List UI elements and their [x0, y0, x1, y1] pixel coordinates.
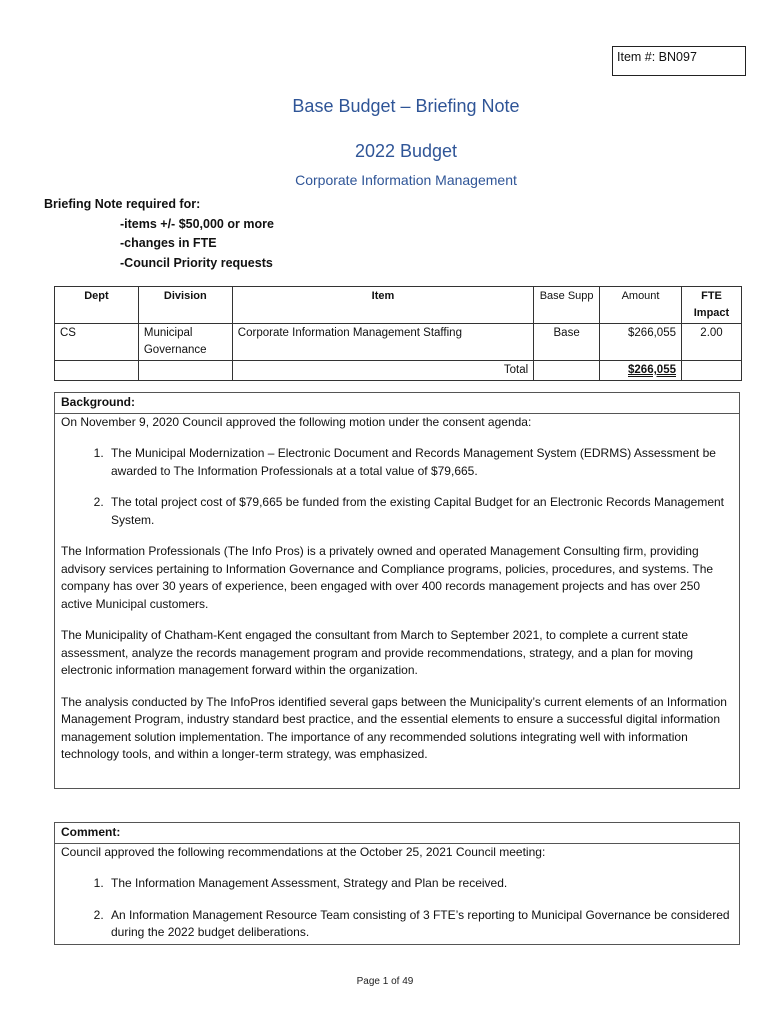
requirement-item: -Council Priority requests [120, 255, 273, 270]
cell-dept: CS [55, 324, 139, 361]
table-header-row [55, 287, 742, 324]
header-division: Division [138, 287, 232, 324]
comment-heading: Comment: [55, 823, 739, 844]
requirement-item: -changes in FTE [120, 236, 217, 250]
background-paragraph: The Information Professionals (The Info Pros) is a privately owned and operated Management Consulting firm, providing advisory services pertaining to Information Governance and Compliance programs, policies, procedures, and systems. The company has over 30 years of experience, been engaged with over 400 records management projects and has over 250 active Municipal customers. [61, 544, 714, 611]
comment-list [61, 875, 733, 942]
header-item: Item [232, 287, 533, 324]
comment-section [54, 822, 740, 945]
cell-base-supp: Base [534, 324, 600, 361]
document-title: Base Budget – Briefing Note [292, 96, 520, 116]
background-intro: On November 9, 2020 Council approved the following motion under the consent agenda: [61, 414, 532, 429]
list-item: 2. The total project cost of $79,665 be funded from the existing Capital Budget for an Electronic Records Management System. [107, 494, 733, 529]
table-total-row [55, 361, 742, 381]
requirements-heading: Briefing Note required for: [44, 197, 201, 211]
header-amount: Amount [600, 287, 682, 324]
table-row [55, 324, 742, 361]
total-amount: $266,055 [600, 361, 682, 381]
budget-table [54, 286, 742, 381]
requirement-item: -items +/- $50,000 or more [120, 216, 274, 231]
cell-division: Municipal Governance [138, 324, 232, 361]
background-paragraph: The analysis conducted by The InfoPros identified several gaps between the Municipality’s current elements of an Information Management Program, industry standard best practice, and the essential elements to ensure a successful digital information management solution implementation. The importance of any recommended solutions integrating well with information technology tools, and within a longer-term strategy, was emphasized. [61, 694, 727, 761]
cell-fte: 2.00 [681, 324, 741, 361]
list-item: 1. The Municipal Modernization – Electronic Document and Records Management System (EDRMS) Assessment be awarded to The Information Professionals at a total value of $79,665. [107, 445, 733, 480]
department-name: Corporate Information Management [295, 172, 517, 188]
background-section [54, 392, 740, 789]
comment-intro: Council approved the following recommendations at the October 25, 2021 Council meeting: [61, 844, 546, 859]
header-fte: FTE Impact [681, 287, 741, 324]
total-label: Total [232, 361, 533, 381]
background-heading: Background: [55, 393, 739, 414]
list-item: 1. The Information Management Assessment, Strategy and Plan be received. [107, 875, 733, 893]
page-number: Page 1 of 49 [356, 976, 414, 987]
cell-item: Corporate Information Management Staffing [232, 324, 533, 361]
requirements-block [44, 195, 274, 273]
list-item: 2. An Information Management Resource Team consisting of 3 FTE’s reporting to Municipal Governance be considered during the 2022 budget deliberations. [107, 907, 733, 942]
item-number-box: Item #: BN097 [612, 46, 746, 76]
header-dept: Dept [55, 287, 139, 324]
header-base-supp: Base Supp [534, 287, 600, 324]
cell-amount: $266,055 [600, 324, 682, 361]
budget-year: 2022 Budget [354, 141, 458, 161]
background-list [61, 445, 733, 529]
background-paragraph: The Municipality of Chatham-Kent engaged the consultant from March to September 2021, to complete a current state assessment, analyze the records management program and provide recommendations, strategy, and a plan for moving electronic information management forward within the organization. [61, 628, 694, 677]
